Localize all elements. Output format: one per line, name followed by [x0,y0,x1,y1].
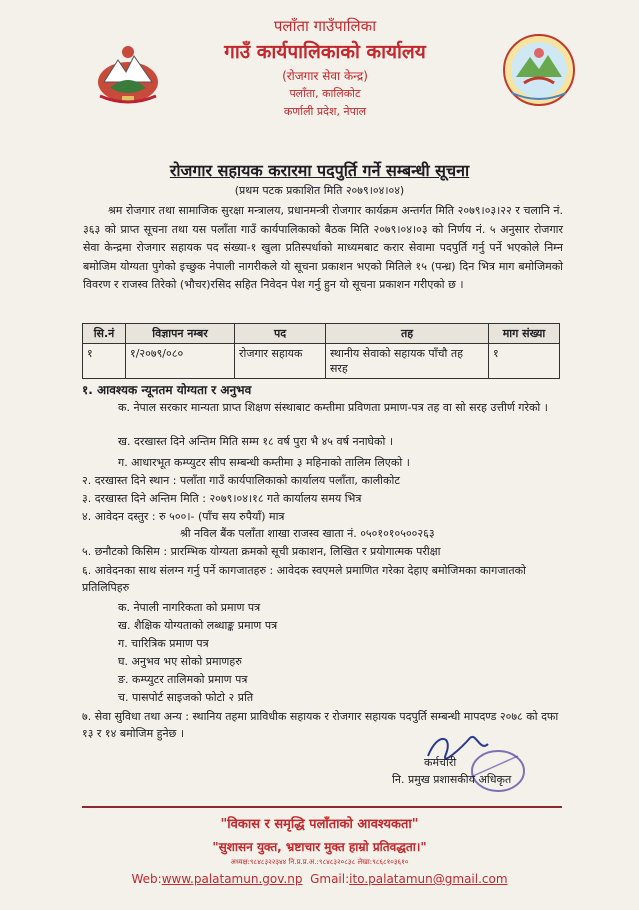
section-1-item-c: ग. आधारभूत कम्प्युटर सीप सम्बन्धी कम्तीमा ३ महिनाको तालिम लिएको । [118,456,410,469]
section-1-item-b: ख. दरखास्त दिने अन्तिम मिति सम्म १८ वर्ष पुरा भै ४५ वर्ष ननाघेको । [118,435,394,448]
section-2: २. दरखास्त दिने स्थान : पलाँता गाउँ कार्यपालिकाको कार्यालय पलाँता, कालीकोट [82,474,400,487]
col-header-level: तह [326,324,489,344]
section-3: ३. दरखास्त दिने अन्तिम मिति : २०७९।०४।१८ गते कार्यालय समय भित्र [82,492,362,505]
col-header-ad-number: विज्ञापन नम्बर [126,324,235,344]
section-6-item-e: ङ. कम्प्युटर तालिमको प्रमाण पत्र [118,673,248,686]
municipality-logo-icon [502,33,576,107]
section-1-item-a: क. नेपाल सरकार मान्यता प्राप्त शिक्षण संस्थाबाट कम्तीमा प्रविणता प्रमाण-पत्र तह वा सो सरह उत्तीर्ण गरेको । [118,401,548,414]
vacancy-table [82,323,560,379]
col-header-post: पद [235,324,326,344]
notice-title: रोजगार सहायक करारमा पदपुर्ति गर्ने सम्बन्धी सूचना [169,161,470,180]
section-6-item-c: ग. चारित्रिक प्रमाण पत्र [118,637,209,650]
website-link[interactable]: www.palatamun.gov.np [161,872,303,886]
section-1-title: १. आवश्यक न्यूनतम योग्यता र अनुभव [82,383,252,397]
table-header-row [83,324,560,344]
signature-line-2: नि. प्रमुख प्रशासकीय अधिकृत [392,773,512,786]
signature-line-1: कर्मचारी [424,756,457,769]
header-office-name: गाउँ कार्यपालिकाको कार्यालय [224,41,426,63]
section-7: ७. सेवा सुविधा तथा अन्य : स्थानिय तहमा प्राविधीक सहायक र रोजगार सहायक पदपुर्ति सम्बन्धी मापदण्ड २०७८ को दफा १३ र १४ बमोजिम हुनेछ । [82,710,559,740]
header-service-center: (रोजगार सेवा केन्द्र) [282,69,368,83]
header-municipality-name: पलाँता गाउँपालिका [273,17,377,35]
section-4: ४. आवेदन दस्तुर : रु ५००।- (पाँच सय रुपैयाँ) मात्र [82,510,285,523]
section-6-item-b: ख. शैक्षिक योग्यताको लब्धाङ्क प्रमाण पत्र [118,619,278,632]
col-header-sn: सि.नं [83,324,126,344]
col-header-demand: माग संख्या [489,324,560,344]
notice-subtitle: (प्रथम पटक प्रकाशित मिति २०७९।०४।०४) [234,184,405,197]
table-row [83,344,560,379]
section-6-item-a: क. नेपाली नागरिकता को प्रमाण पत्र [118,601,261,614]
section-6-item-f: च. पासपोर्ट साइजको फोटो २ प्रति [118,691,254,704]
footer-slogan-1: "विकास र समृद्धि पलाँताको आवश्यकता" [220,817,419,832]
cell-level: स्थानीय सेवाको सहायक पाँचौ तह सरह [326,344,489,379]
footer-contacts [0,872,639,886]
nepal-emblem-icon [92,42,164,106]
cell-sn: १ [83,344,126,379]
header-location: पलाँता, कालिकोट [289,87,361,100]
section-5: ५. छनौटको किसिम : प्रारम्भिक योग्यता क्रमको सूची प्रकाशन, लिखित र प्रयोगात्मक परीक्षा [82,545,441,558]
web-label: Web: [131,872,162,886]
footer-slogan-2: "सुशासन युक्त, भ्रष्टाचार मुक्त हाम्रो प्रतिवद्धता।" [212,840,427,854]
cell-demand: १ [489,344,560,379]
section-6-item-d: घ. अनुभव भए सोको प्रमाणहरु [118,655,242,668]
cell-post: रोजगार सहायक [235,344,326,379]
notice-body: श्रम रोजगार तथा सामाजिक सुरक्षा मन्त्रालय, प्रधानमन्त्री रोजगार कार्यक्रम अन्तर्गत मिति २०७९।०३।२२ र चलानि नं. ३६३ को प्राप्त सूचना तथा यस पलाँता गाउँ कार्यपालिकाको बैठक मिति २०७९।०४।०३ को निर्णय नं. ५ अनुसार रोजगार सेवा केन्द्रमा रोजगार सहायक पद संख्या-१ खुला प्रतिस्पर्धाको माध्यमबाट करार सेवामा पदपुर्ति गर्नु पर्ने भएकोले निम्न बमोजिम योग्यता पुगेको इच्छुक नेपाली नागरीकले यो सूचना प्रकाशन भएको मितिले १५ (पन्ध्र) दिन भित्र माग बमोजिमको विवरण र राजस्व तिरेको (भौचर)रसिद सहित निवेदन पेश गर्नु हुन यो सूचना प्रकाशन गरीएको छ । [83,204,563,292]
email-link[interactable]: ito.palatamun@gmail.com [349,872,508,886]
gmail-label: Gmail: [310,872,350,886]
section-6: ६. आवेदनका साथ संलग्न गर्नु पर्ने कागजातहरु : आवेदक स्वएमले प्रमाणित गरेका देहाए बमोजिमका कागजातको प्रतिलिपिहरु [82,564,526,594]
footer-phones: अध्यक्ष:९८४८३२२३४४ नि.प्र.प्र.अ.:९८४८३२०८३८ लेखा:९८६८१०३६१० [230,858,409,866]
section-4-bank: श्री नविल बैंक पलाँता शाखा राजस्व खाता नं. ०५०१०१०५००२६३ [180,527,435,540]
header-province: कर्णाली प्रदेश, नेपाल [283,105,367,118]
cell-ad-number: १/२०७९/०८० [126,344,235,379]
footer-rule [82,806,562,808]
